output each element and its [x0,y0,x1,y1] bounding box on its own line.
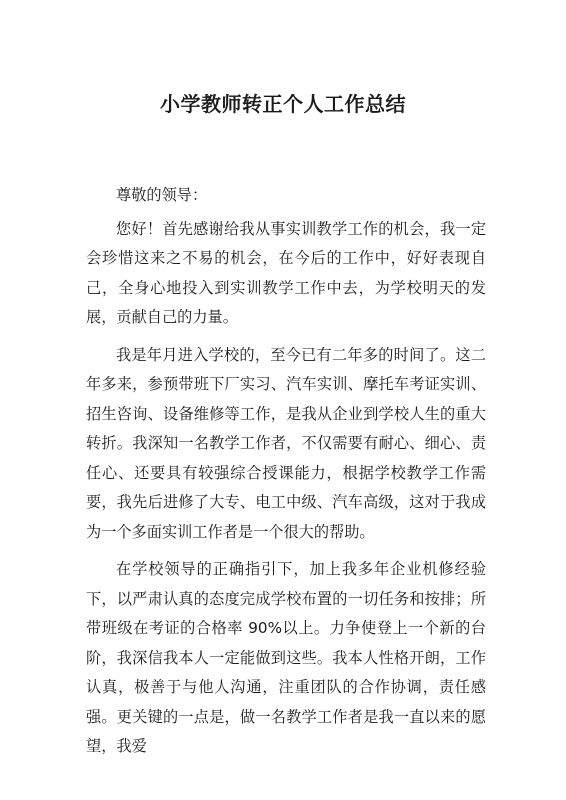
paragraph-3: 在学校领导的正确指引下，加上我多年企业机修经验下，以严肃认真的态度完成学校布置的一切任务和按排；所带班级在考证的合格率 90%以上。力争使登上一个新的台阶，我深信我本人一定能做到这些。我本人性格开朗，工作认真，极善于与他人沟通，注重团队的合作协调，责任感强。更关键的一点是，做一名教学工作者是我一直以来的愿望，我爱 [86,560,486,755]
document-title: 小学教师转正个人工作总结 [160,92,406,116]
salutation: 尊敬的领导： [116,186,208,204]
paragraph-2: 我是年月进入学校的，至今已有二年多的时间了。这二年多来，参预带班下厂实习、汽车实训、摩托车考证实训、招生咨询、设备维修等工作，是我从企业到学校人生的重大转折。我深知一名教学工作者，不仅需要有耐心、细心、责任心、还要具有较强综合授课能力，根据学校教学工作需要，我先后进修了大专、电工中级、汽车高级，这对于我成为一个多面实训工作者是一个很大的帮助。 [86,345,486,541]
paragraph-1: 您好！首先感谢给我从事实训教学工作的机会，我一定会珍惜这来之不易的机会，在今后的工作中，好好表现自己，全身心地投入到实训教学工作中去，为学校明天的发展，贡献自己的力量。 [86,219,486,326]
document-body [86,181,486,762]
